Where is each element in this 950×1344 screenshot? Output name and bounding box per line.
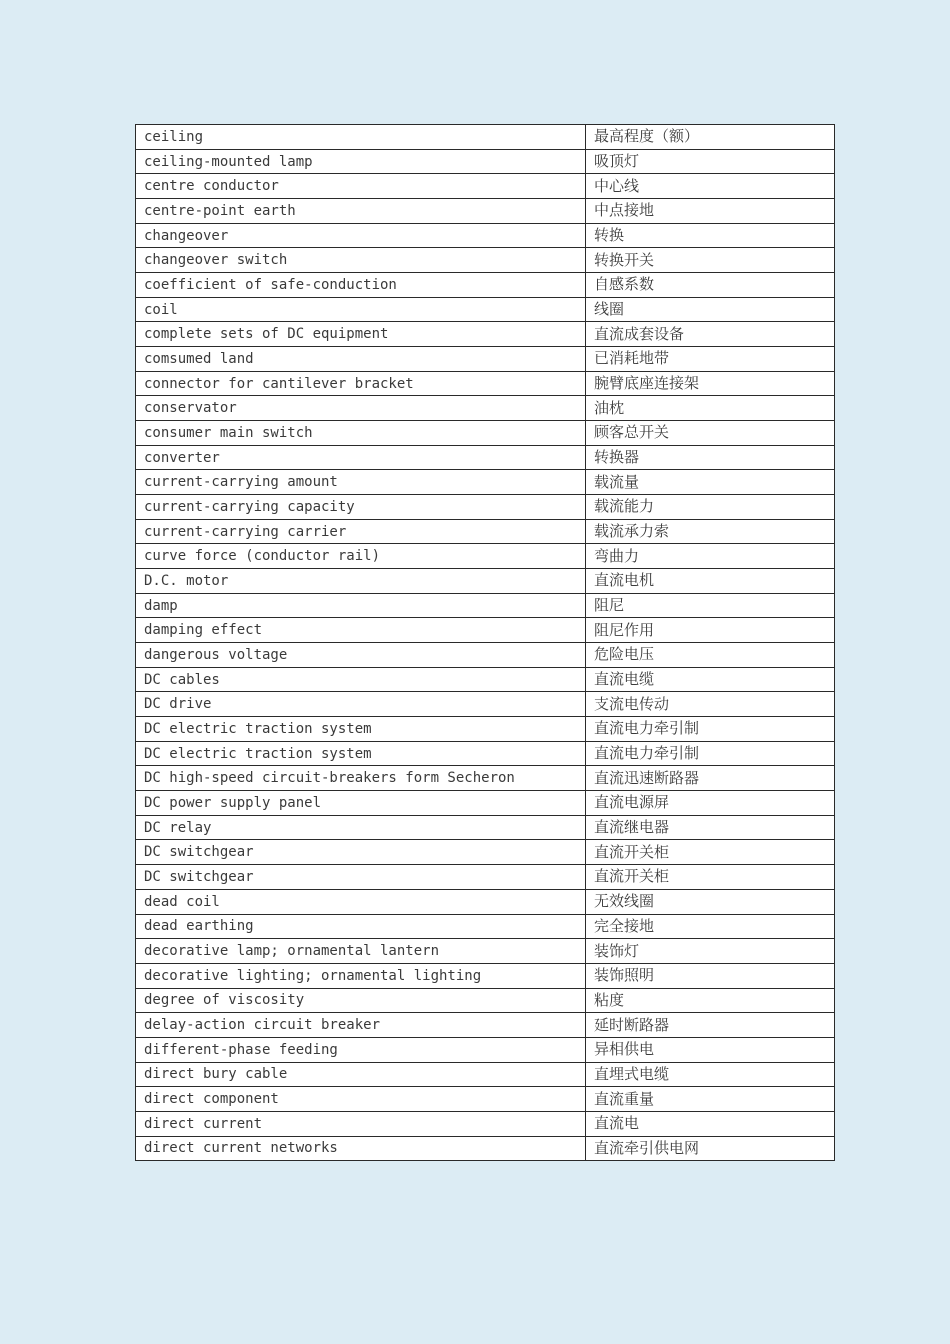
table-row: [136, 569, 835, 594]
chinese-term: 异相供电: [586, 1037, 835, 1062]
chinese-term: 危险电压: [586, 643, 835, 668]
english-term: direct bury cable: [136, 1062, 586, 1087]
chinese-term: 吸顶灯: [586, 149, 835, 174]
chinese-term: 载流承力索: [586, 519, 835, 544]
table-row: [136, 421, 835, 446]
chinese-term: 中心线: [586, 174, 835, 199]
english-term: converter: [136, 445, 586, 470]
chinese-term: 装饰灯: [586, 939, 835, 964]
chinese-term: 直流重量: [586, 1087, 835, 1112]
english-term: ceiling: [136, 125, 586, 150]
english-term: complete sets of DC equipment: [136, 322, 586, 347]
table-row: [136, 939, 835, 964]
table-row: [136, 1087, 835, 1112]
english-term: damp: [136, 593, 586, 618]
table-row: [136, 223, 835, 248]
chinese-term: 直流成套设备: [586, 322, 835, 347]
table-row: [136, 347, 835, 372]
chinese-term: 自感系数: [586, 273, 835, 298]
english-term: different-phase feeding: [136, 1037, 586, 1062]
english-term: degree of viscosity: [136, 988, 586, 1013]
table-row: [136, 988, 835, 1013]
english-term: current-carrying carrier: [136, 519, 586, 544]
chinese-term: 完全接地: [586, 914, 835, 939]
chinese-term: 直流牵引供电网: [586, 1136, 835, 1161]
table-row: [136, 396, 835, 421]
table-row: [136, 692, 835, 717]
english-term: delay-action circuit breaker: [136, 1013, 586, 1038]
chinese-term: 顾客总开关: [586, 421, 835, 446]
english-term: dangerous voltage: [136, 643, 586, 668]
table-row: [136, 248, 835, 273]
table-row: [136, 445, 835, 470]
english-term: curve force (conductor rail): [136, 544, 586, 569]
table-row: [136, 865, 835, 890]
english-term: direct current: [136, 1111, 586, 1136]
english-term: dead coil: [136, 889, 586, 914]
chinese-term: 无效线圈: [586, 889, 835, 914]
english-term: direct current networks: [136, 1136, 586, 1161]
english-term: coil: [136, 297, 586, 322]
chinese-term: 直流电力牵引制: [586, 741, 835, 766]
chinese-term: 已消耗地带: [586, 347, 835, 372]
chinese-term: 直流电源屏: [586, 791, 835, 816]
chinese-term: 直埋式电缆: [586, 1062, 835, 1087]
english-term: DC electric traction system: [136, 717, 586, 742]
table-row: [136, 741, 835, 766]
table-row: [136, 717, 835, 742]
english-term: dead earthing: [136, 914, 586, 939]
english-term: current-carrying capacity: [136, 495, 586, 520]
english-term: changeover: [136, 223, 586, 248]
chinese-term: 线圈: [586, 297, 835, 322]
glossary-table: [135, 124, 835, 1161]
english-term: conservator: [136, 396, 586, 421]
glossary-body: [136, 125, 835, 1161]
chinese-term: 阻尼: [586, 593, 835, 618]
chinese-term: 延时断路器: [586, 1013, 835, 1038]
english-term: decorative lamp; ornamental lantern: [136, 939, 586, 964]
table-row: [136, 1013, 835, 1038]
table-row: [136, 519, 835, 544]
table-row: [136, 667, 835, 692]
chinese-term: 直流电力牵引制: [586, 717, 835, 742]
english-term: ceiling-mounted lamp: [136, 149, 586, 174]
chinese-term: 直流开关柜: [586, 865, 835, 890]
english-term: damping effect: [136, 618, 586, 643]
table-row: [136, 593, 835, 618]
chinese-term: 载流量: [586, 470, 835, 495]
chinese-term: 支流电传动: [586, 692, 835, 717]
english-term: centre-point earth: [136, 199, 586, 224]
table-row: [136, 495, 835, 520]
english-term: DC switchgear: [136, 865, 586, 890]
english-term: D.C. motor: [136, 569, 586, 594]
table-row: [136, 322, 835, 347]
chinese-term: 转换开关: [586, 248, 835, 273]
chinese-term: 直流电缆: [586, 667, 835, 692]
table-row: [136, 791, 835, 816]
chinese-term: 直流继电器: [586, 815, 835, 840]
table-row: [136, 840, 835, 865]
chinese-term: 阻尼作用: [586, 618, 835, 643]
english-term: DC cables: [136, 667, 586, 692]
english-term: DC electric traction system: [136, 741, 586, 766]
chinese-term: 装饰照明: [586, 963, 835, 988]
chinese-term: 腕臂底座连接架: [586, 371, 835, 396]
table-row: [136, 643, 835, 668]
chinese-term: 中点接地: [586, 199, 835, 224]
chinese-term: 载流能力: [586, 495, 835, 520]
english-term: DC power supply panel: [136, 791, 586, 816]
table-row: [136, 149, 835, 174]
table-row: [136, 618, 835, 643]
table-row: [136, 174, 835, 199]
english-term: DC drive: [136, 692, 586, 717]
chinese-term: 直流电机: [586, 569, 835, 594]
english-term: DC high-speed circuit-breakers form Secheron: [136, 766, 586, 791]
table-row: [136, 1062, 835, 1087]
table-row: [136, 544, 835, 569]
table-row: [136, 1136, 835, 1161]
table-row: [136, 1037, 835, 1062]
table-row: [136, 815, 835, 840]
table-row: [136, 889, 835, 914]
table-row: [136, 1111, 835, 1136]
table-row: [136, 125, 835, 150]
english-term: consumer main switch: [136, 421, 586, 446]
chinese-term: 弯曲力: [586, 544, 835, 569]
table-row: [136, 766, 835, 791]
table-row: [136, 371, 835, 396]
table-row: [136, 963, 835, 988]
english-term: DC relay: [136, 815, 586, 840]
chinese-term: 转换: [586, 223, 835, 248]
table-row: [136, 297, 835, 322]
table-row: [136, 470, 835, 495]
english-term: centre conductor: [136, 174, 586, 199]
english-term: connector for cantilever bracket: [136, 371, 586, 396]
chinese-term: 直流电: [586, 1111, 835, 1136]
chinese-term: 直流迅速断路器: [586, 766, 835, 791]
chinese-term: 直流开关柜: [586, 840, 835, 865]
table-row: [136, 914, 835, 939]
english-term: current-carrying amount: [136, 470, 586, 495]
english-term: comsumed land: [136, 347, 586, 372]
english-term: decorative lighting; ornamental lighting: [136, 963, 586, 988]
chinese-term: 转换器: [586, 445, 835, 470]
chinese-term: 粘度: [586, 988, 835, 1013]
english-term: DC switchgear: [136, 840, 586, 865]
english-term: direct component: [136, 1087, 586, 1112]
english-term: changeover switch: [136, 248, 586, 273]
chinese-term: 油枕: [586, 396, 835, 421]
table-row: [136, 273, 835, 298]
english-term: coefficient of safe-conduction: [136, 273, 586, 298]
chinese-term: 最高程度（额）: [586, 125, 835, 150]
table-row: [136, 199, 835, 224]
